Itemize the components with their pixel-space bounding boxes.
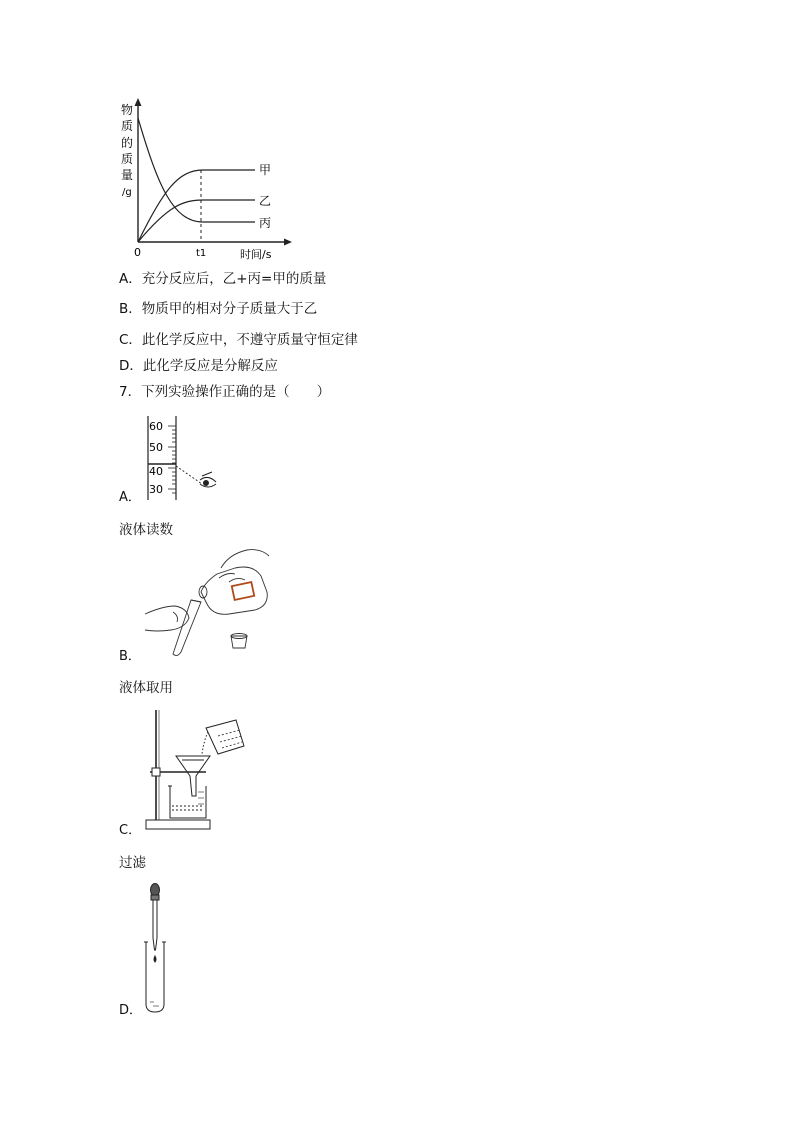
- stand-base: [146, 820, 210, 829]
- q6-option-c: C．此化学反应中，不遵守质量守恒定律: [119, 332, 358, 348]
- eye-icon: [200, 472, 216, 487]
- option-a-letter: A．: [119, 490, 141, 505]
- left-hand: [145, 606, 189, 631]
- pouring-beaker: [206, 720, 244, 754]
- test-tube: [173, 600, 201, 656]
- option-c-letter: C．: [119, 823, 142, 838]
- t1-label: t1: [196, 248, 207, 259]
- option-b-letter: B．: [119, 649, 141, 664]
- q6-option-d: D．此化学反应是分解反应: [119, 358, 278, 374]
- sight-line: [176, 466, 202, 484]
- mass-time-graph: [118, 96, 303, 266]
- caption-filtration: 过滤: [119, 855, 146, 871]
- dropper-stem: [153, 900, 157, 950]
- q7-question: 7．下列实验操作正确的是（ ）: [119, 384, 331, 400]
- liquid-pouring-figure: [143, 544, 273, 659]
- curve-jia: [138, 170, 255, 242]
- tick-label-30: 30: [149, 483, 163, 496]
- liquid-stream: [202, 732, 208, 754]
- ylabel-char: 质: [121, 152, 134, 166]
- q6-option-a: A．充分反应后，乙+丙=甲的质量: [119, 271, 327, 287]
- caption-liquid-reading: 液体读数: [119, 522, 173, 538]
- ylabel-char: 量: [121, 168, 134, 182]
- label-yi: 乙: [259, 194, 272, 208]
- x-axis-arrow: [284, 239, 292, 246]
- filtration-figure: [140, 706, 250, 832]
- cylinder-reading-figure: [140, 414, 225, 504]
- label-jia: 甲: [259, 163, 272, 177]
- ylabel-char: 的: [121, 136, 134, 150]
- tick-label-50: 50: [149, 441, 163, 454]
- ylabel-char: 质: [121, 119, 134, 133]
- ylabel-char: 物: [121, 103, 134, 117]
- test-tube-d: [146, 942, 164, 1012]
- funnel: [176, 756, 210, 796]
- dropper-figure: [140, 880, 170, 1016]
- tick-label-60: 60: [149, 420, 163, 433]
- liquid-drop: [154, 956, 156, 962]
- caption-liquid-taking: 液体取用: [119, 680, 173, 696]
- receiving-beaker: [168, 786, 206, 818]
- ylabel-unit: /g: [122, 187, 132, 198]
- label-bing: 丙: [259, 216, 272, 230]
- q6-option-b: B．物质甲的相对分子质量大于乙: [119, 301, 318, 317]
- y-axis-arrow: [135, 98, 142, 106]
- option-d-letter: D．: [119, 1003, 143, 1018]
- bottle-label: [232, 582, 254, 600]
- origin-label: 0: [134, 246, 141, 259]
- tick-label-40: 40: [149, 465, 163, 478]
- xlabel: 时间/s: [240, 248, 272, 261]
